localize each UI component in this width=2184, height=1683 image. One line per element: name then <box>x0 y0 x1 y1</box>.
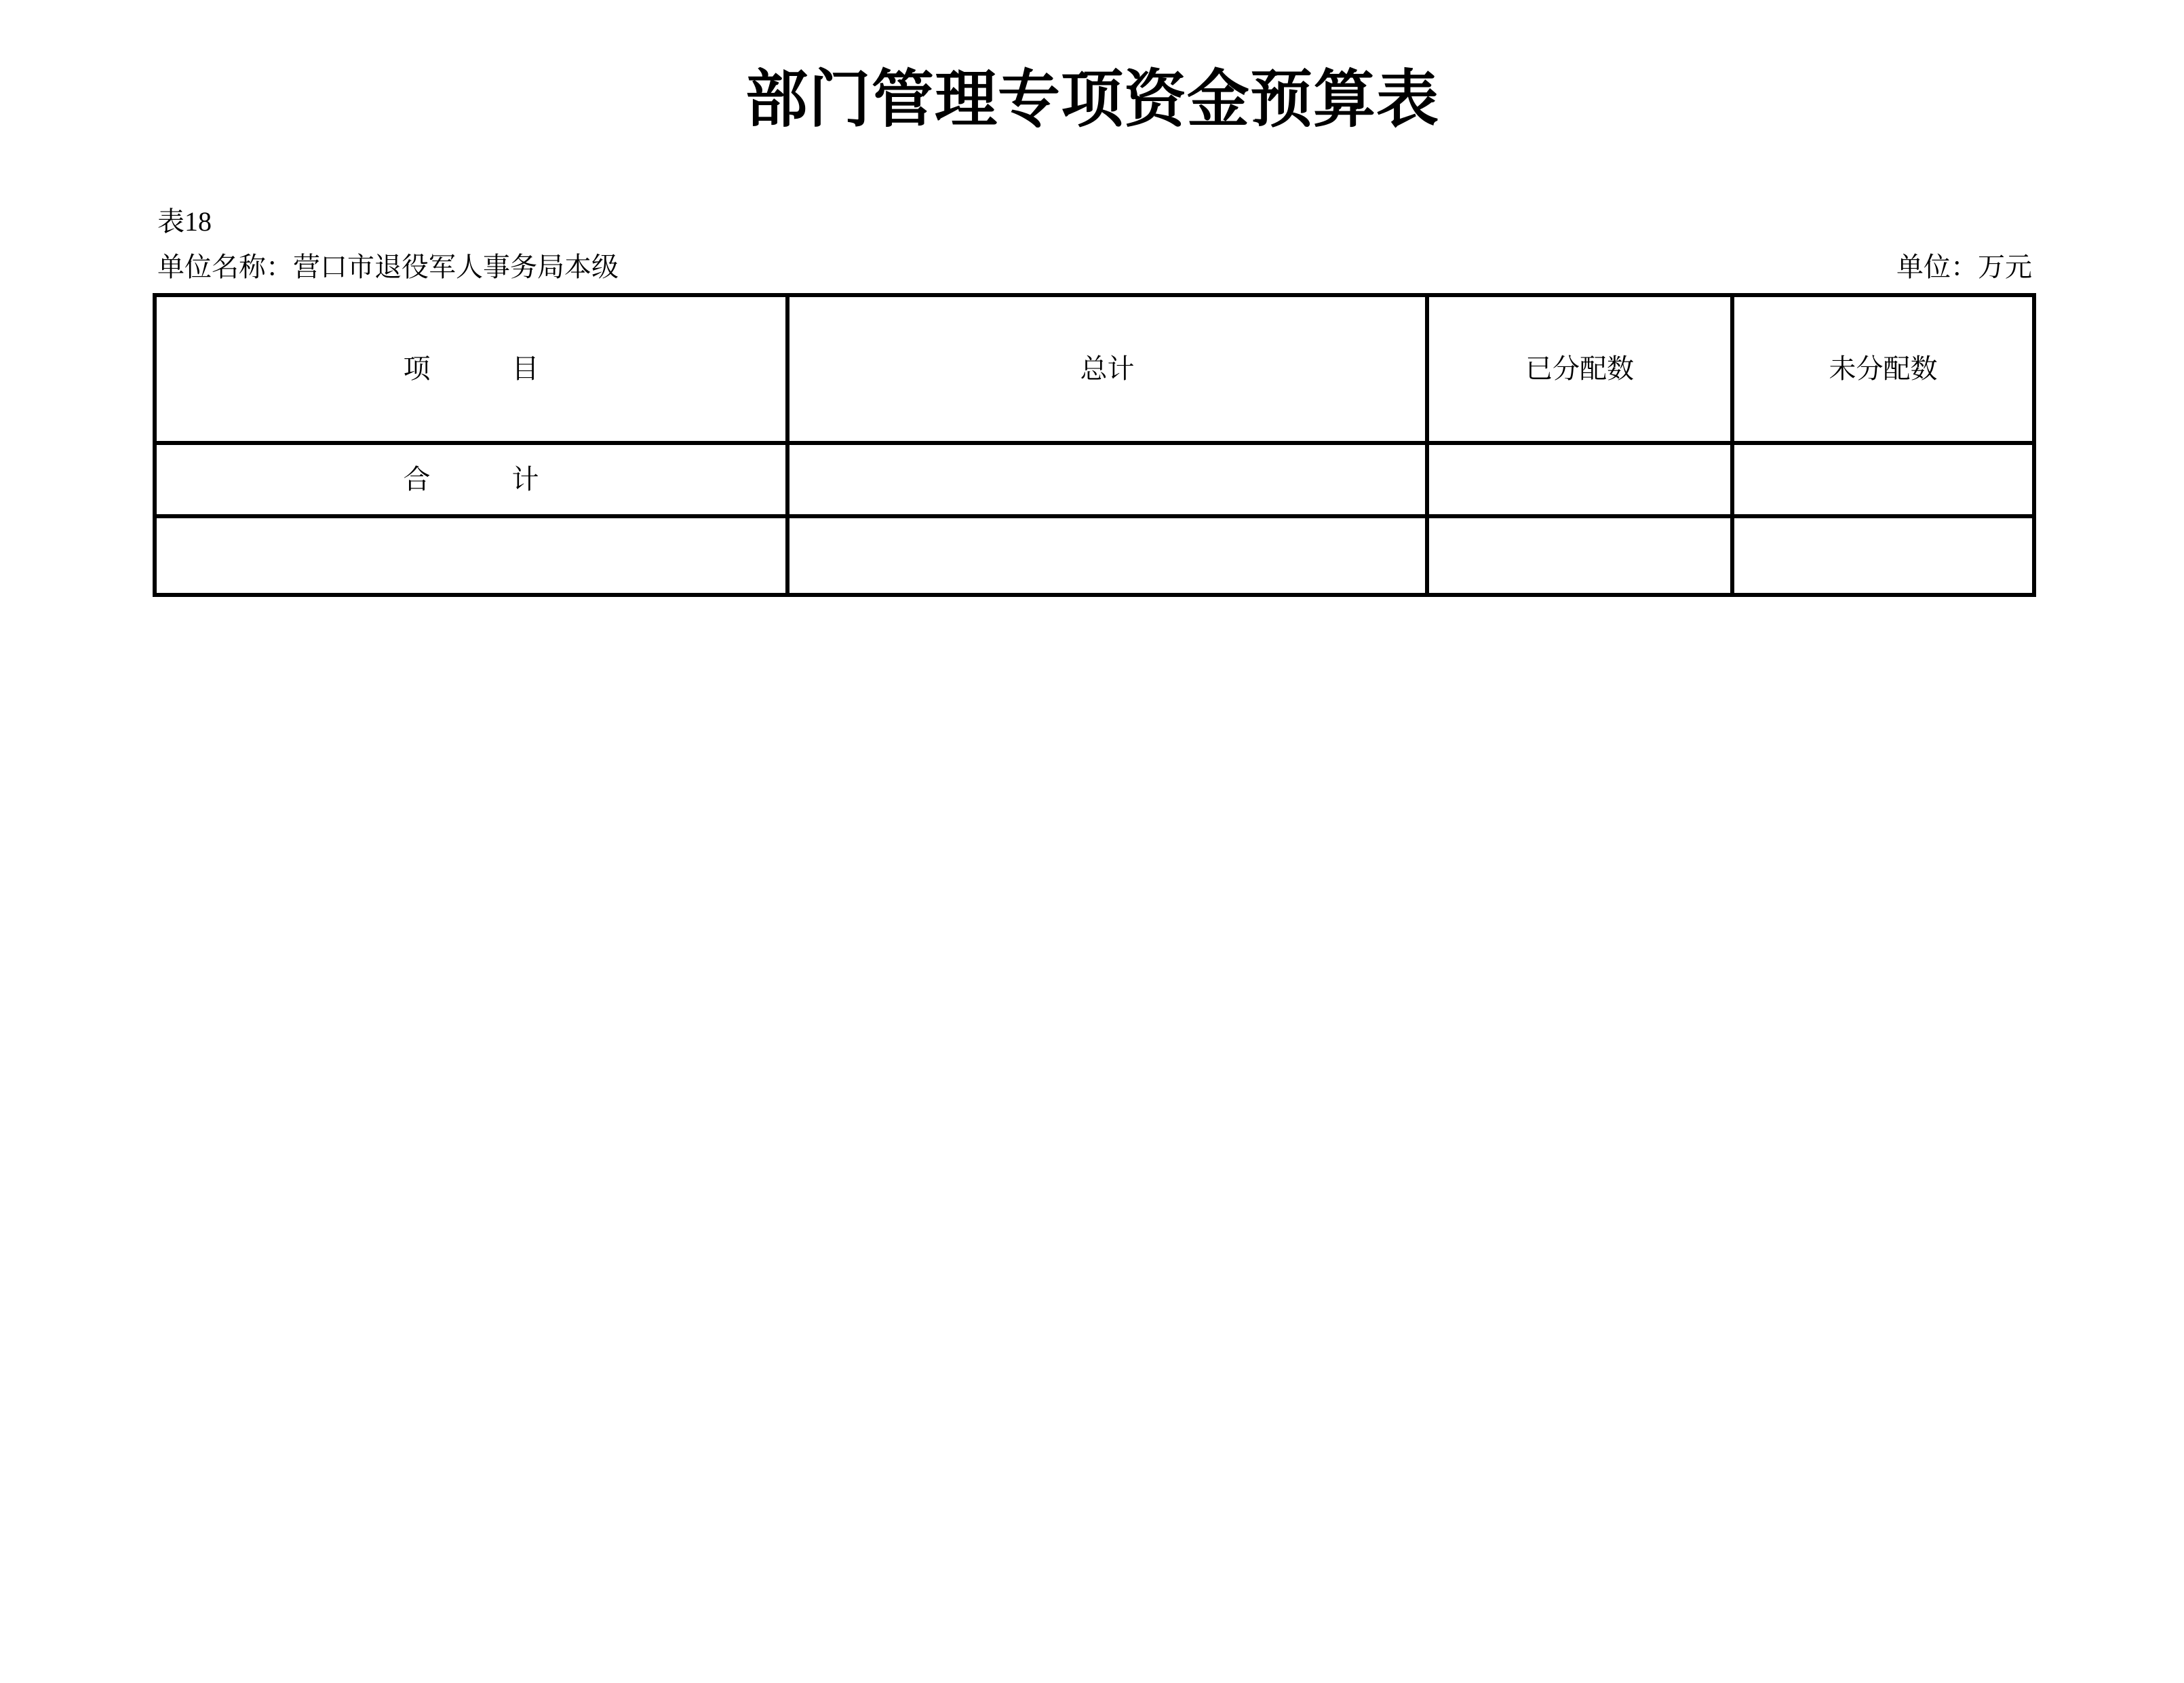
empty-row-allocated-cell <box>1427 516 1732 595</box>
budget-table <box>153 293 2036 597</box>
page-title: 部门管理专项资金预算表 <box>745 65 1439 134</box>
table-number-label: 表18 <box>157 206 212 237</box>
header-cell-item: 项 目 <box>155 295 787 443</box>
empty-row-unallocated-cell <box>1732 516 2034 595</box>
empty-row-total-cell <box>787 516 1427 595</box>
unit-name-label: 单位名称：营口市退役军人事务局本级 <box>157 252 619 282</box>
table-row-empty <box>155 516 2034 595</box>
empty-row-item-cell <box>155 516 787 595</box>
total-row-allocated-cell <box>1427 443 1732 516</box>
header-cell-unallocated: 未分配数 <box>1732 295 2034 443</box>
table-header-row <box>155 295 2034 443</box>
header-cell-total: 总计 <box>787 295 1427 443</box>
header-cell-allocated: 已分配数 <box>1427 295 1732 443</box>
table-row-total <box>155 443 2034 516</box>
total-row-total-cell <box>787 443 1427 516</box>
total-row-unallocated-cell <box>1732 443 2034 516</box>
unit-measure-label: 单位：万元 <box>1896 252 2032 282</box>
total-row-label-cell: 合 计 <box>155 443 787 516</box>
